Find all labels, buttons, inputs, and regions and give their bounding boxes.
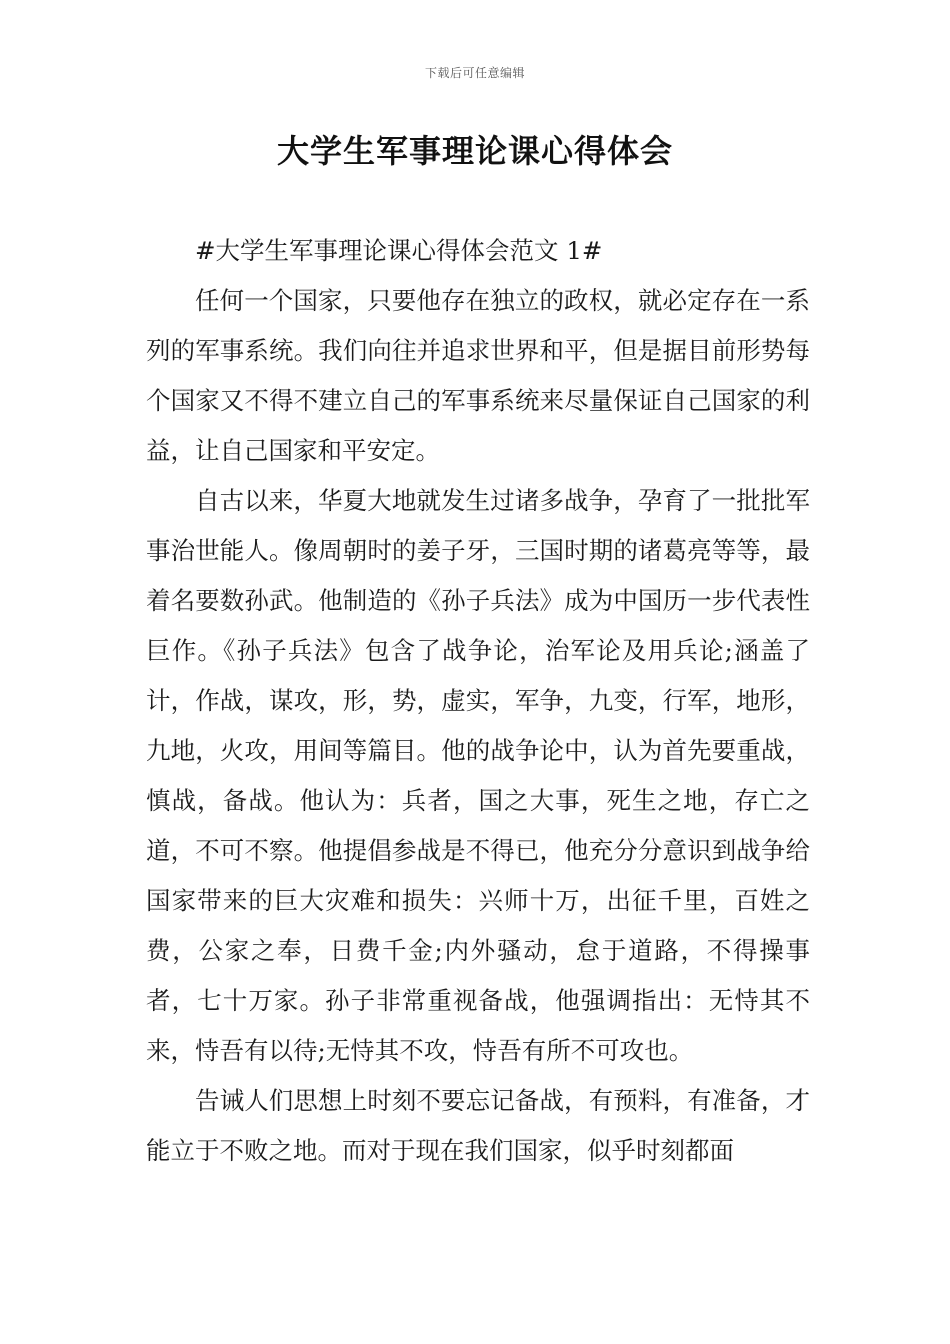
header-note: 下载后可任意编辑 <box>424 66 525 80</box>
paragraph: 任何一个国家，只要他存在独立的政权，就必定存在一系列的军事系统。我们向往并追求世界和平，但是据目前形势每个国家又不得不建立自己的军事系统来尽量保证自己国家的利益，让自己国家和平安定。 <box>146 286 810 465</box>
paragraph: 告诫人们思想上时刻不要忘记备战，有预料，有准备，才能立于不败之地。而对于现在我们国家，似乎时刻都面 <box>146 1086 810 1165</box>
document-body <box>146 226 810 1176</box>
document-title: 大学生军事理论课心得体会 <box>276 132 673 170</box>
paragraph: 自古以来，华夏大地就发生过诸多战争，孕育了一批批军事治世能人。像周朝时的姜子牙，三国时期的诸葛亮等等，最着名要数孙武。他制造的《孙子兵法》成为中国历一步代表性巨作。《孙子兵法》包含了战争论，治军论及用兵论;涵盖了计，作战，谋攻，形，势，虚实，军争，九变，行军，地形，九地，火攻，用间等篇目。他的战争论中，认为首先要重战，慎战，备战。他认为：兵者，国之大事，死生之地，存亡之道，不可不察。他提倡参战是不得已，他充分分意识到战争给国家带来的巨大灾难和损失：兴师十万，出征千里，百姓之费，公家之奉，日费千金;内外骚动，怠于道路，不得操事者，七十万家。孙子非常重视备战，他强调指出：无恃其不来，恃吾有以待;无恃其不攻，恃吾有所不可攻也。 <box>146 486 810 1065</box>
section-heading: #大学生军事理论课心得体会范文 1# <box>195 236 603 265</box>
